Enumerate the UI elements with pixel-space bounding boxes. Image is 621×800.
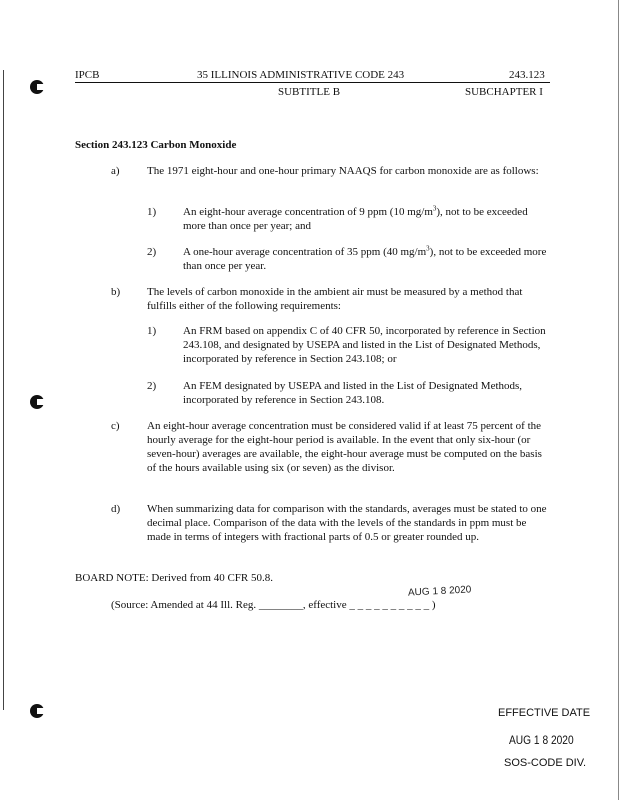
item-b-text: The levels of carbon monoxide in the ambient air must be measured by a method that fulfills either of the following requirements: (147, 286, 523, 312)
board-note: BOARD NOTE: Derived from 40 CFR 50.8. (75, 572, 273, 584)
punch-hole-top (30, 80, 44, 94)
item-c-label: c) (111, 420, 120, 432)
item-c-text: An eight-hour average concentration must be considered valid if at least 75 percent of the hourly average for the eight-hour period is available. In the event that only six-hour (or seven-hour) averages are available, the eight-hour average must be computed on the basis of the hours available using six (or seven) as the divisor. (147, 420, 542, 474)
scan-edge-left (3, 70, 4, 710)
item-a-text: The 1971 eight-hour and one-hour primary NAAQS for carbon monoxide are as follows: (147, 165, 539, 177)
header-subchapter: SUBCHAPTER I (465, 86, 543, 98)
item-b1-label: 1) (147, 325, 157, 337)
stamp-title: EFFECTIVE DATE (498, 707, 591, 719)
item-b2-label: 2) (147, 380, 157, 392)
punch-hole-bottom (30, 704, 44, 718)
source-prefix: (Source: Amended at 44 Ill. Reg. ________, effective (111, 599, 347, 611)
item-a-label: a) (111, 165, 120, 177)
source-line (111, 598, 436, 612)
header-subtitle: SUBTITLE B (278, 86, 341, 98)
header-section-number: 243.123 (509, 69, 545, 81)
punch-hole-middle (30, 395, 44, 409)
item-a2-label: 2) (147, 246, 157, 258)
item-d-label: d) (111, 503, 121, 515)
source-suffix: ) (431, 599, 436, 611)
header-agency: IPCB (75, 69, 100, 81)
item-a1-text: An eight-hour average concentration of 9 ppm (10 $mg/m^3$), not to be exceeded more than once per year; and (183, 204, 528, 232)
scan-edge-right (618, 0, 619, 800)
item-b2-text: An FEM designated by USEPA and listed in the List of Designated Methods, incorporated by reference in Section 243.108. (183, 380, 523, 406)
item-a1-label: 1) (147, 206, 157, 218)
source-date-blank: _ _ _ _ _ _ _ _ _ _ (349, 599, 430, 611)
stamp-date: AUG 1 8 2020 (509, 733, 574, 747)
handwritten-effective-date: AUG 1 8 2020 (407, 584, 472, 599)
item-b-label: b) (111, 286, 121, 298)
stamp-division: SOS-CODE DIV. (504, 757, 587, 769)
item-d-text: When summarizing data for comparison with the standards, averages must be stated to one decimal place. Comparison of the data with the levels of the standards in ppm must be made in terms of integers with fractional parts of 0.5 or greater rounded up. (147, 503, 547, 543)
header-rule (75, 82, 550, 83)
item-a2-text: A one-hour average concentration of 35 ppm (40 $mg/m^3$), not to be exceeded more than once per year. (183, 244, 547, 272)
item-b1-text: An FRM based on appendix C of 40 CFR 50, incorporated by reference in Section 243.108, and designated by USEPA and listed in the List of Designated Methods, incorporated by reference in Section 243.108; or (183, 325, 546, 365)
header-code-title: 35 ILLINOIS ADMINISTRATIVE CODE 243 (197, 69, 405, 81)
section-title: Section 243.123 Carbon Monoxide (75, 139, 237, 151)
